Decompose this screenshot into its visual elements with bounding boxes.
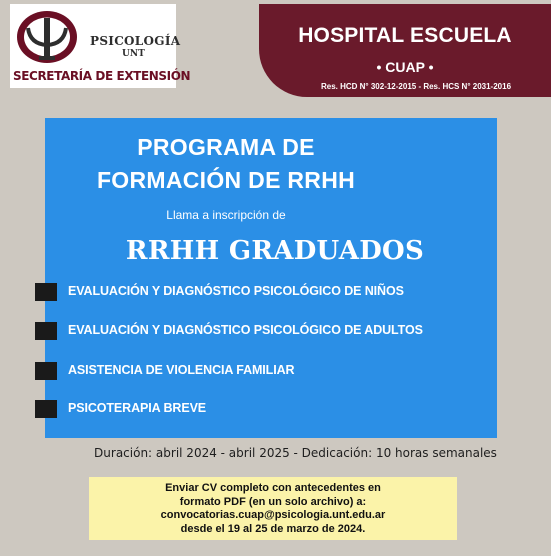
square-bullet-icon xyxy=(35,322,57,340)
logo-unt-text: UNT xyxy=(122,49,145,59)
hospital-cuap: • CUAP • xyxy=(376,59,434,75)
list-item xyxy=(35,322,475,342)
cv-dates: desde el 19 al 25 de marzo de 2024. xyxy=(180,522,366,535)
program-panel xyxy=(45,118,497,438)
psicologia-logo xyxy=(10,4,191,88)
cv-line-1: Enviar CV completo con antecedentes en xyxy=(165,482,381,494)
program-title-line2: FORMACIÓN DE RRHH xyxy=(96,167,356,193)
course-label: EVALUACIÓN Y DIAGNÓSTICO PSICOLÓGICO DE NIÑOS xyxy=(68,284,404,298)
logo-psicologia-text: PSICOLOGÍA xyxy=(90,34,181,48)
logo-secretaria-text: SECRETARÍA DE EXTENSIÓN xyxy=(13,69,191,83)
program-title xyxy=(45,131,407,197)
course-label: PSICOTERAPIA BREVE xyxy=(68,401,207,415)
course-label: EVALUACIÓN Y DIAGNÓSTICO PSICOLÓGICO DE ADULTOS xyxy=(68,323,423,337)
hospital-title: HOSPITAL ESCUELA xyxy=(298,24,512,47)
course-label: ASISTENCIA DE VIOLENCIA FAMILIAR xyxy=(68,363,295,377)
list-item xyxy=(35,362,475,382)
psi-emblem-icon xyxy=(14,8,84,66)
cv-instructions-box xyxy=(89,477,457,540)
square-bullet-icon xyxy=(35,400,57,418)
list-item xyxy=(35,400,475,420)
cv-email: convocatorias.cuap@psicologia.unt.edu.ar xyxy=(160,509,386,521)
square-bullet-icon xyxy=(35,283,57,301)
program-graduates-heading: RRHH GRADUADOS xyxy=(125,236,425,266)
square-bullet-icon xyxy=(35,362,57,380)
cv-line-2: formato PDF (en un solo archivo) a: xyxy=(179,495,367,508)
duration-text: Duración: abril 2024 - abril 2025 - Dedicación: 10 horas semanales xyxy=(94,446,497,460)
hospital-banner xyxy=(259,4,551,97)
hospital-resolution: Res. HCD N° 302-12-2015 - Res. HCS N° 2031-2016 xyxy=(320,82,512,91)
list-item xyxy=(35,283,475,303)
program-title-line1: PROGRAMA DE xyxy=(137,134,315,160)
program-subtitle: Llama a inscripción de xyxy=(166,208,286,222)
